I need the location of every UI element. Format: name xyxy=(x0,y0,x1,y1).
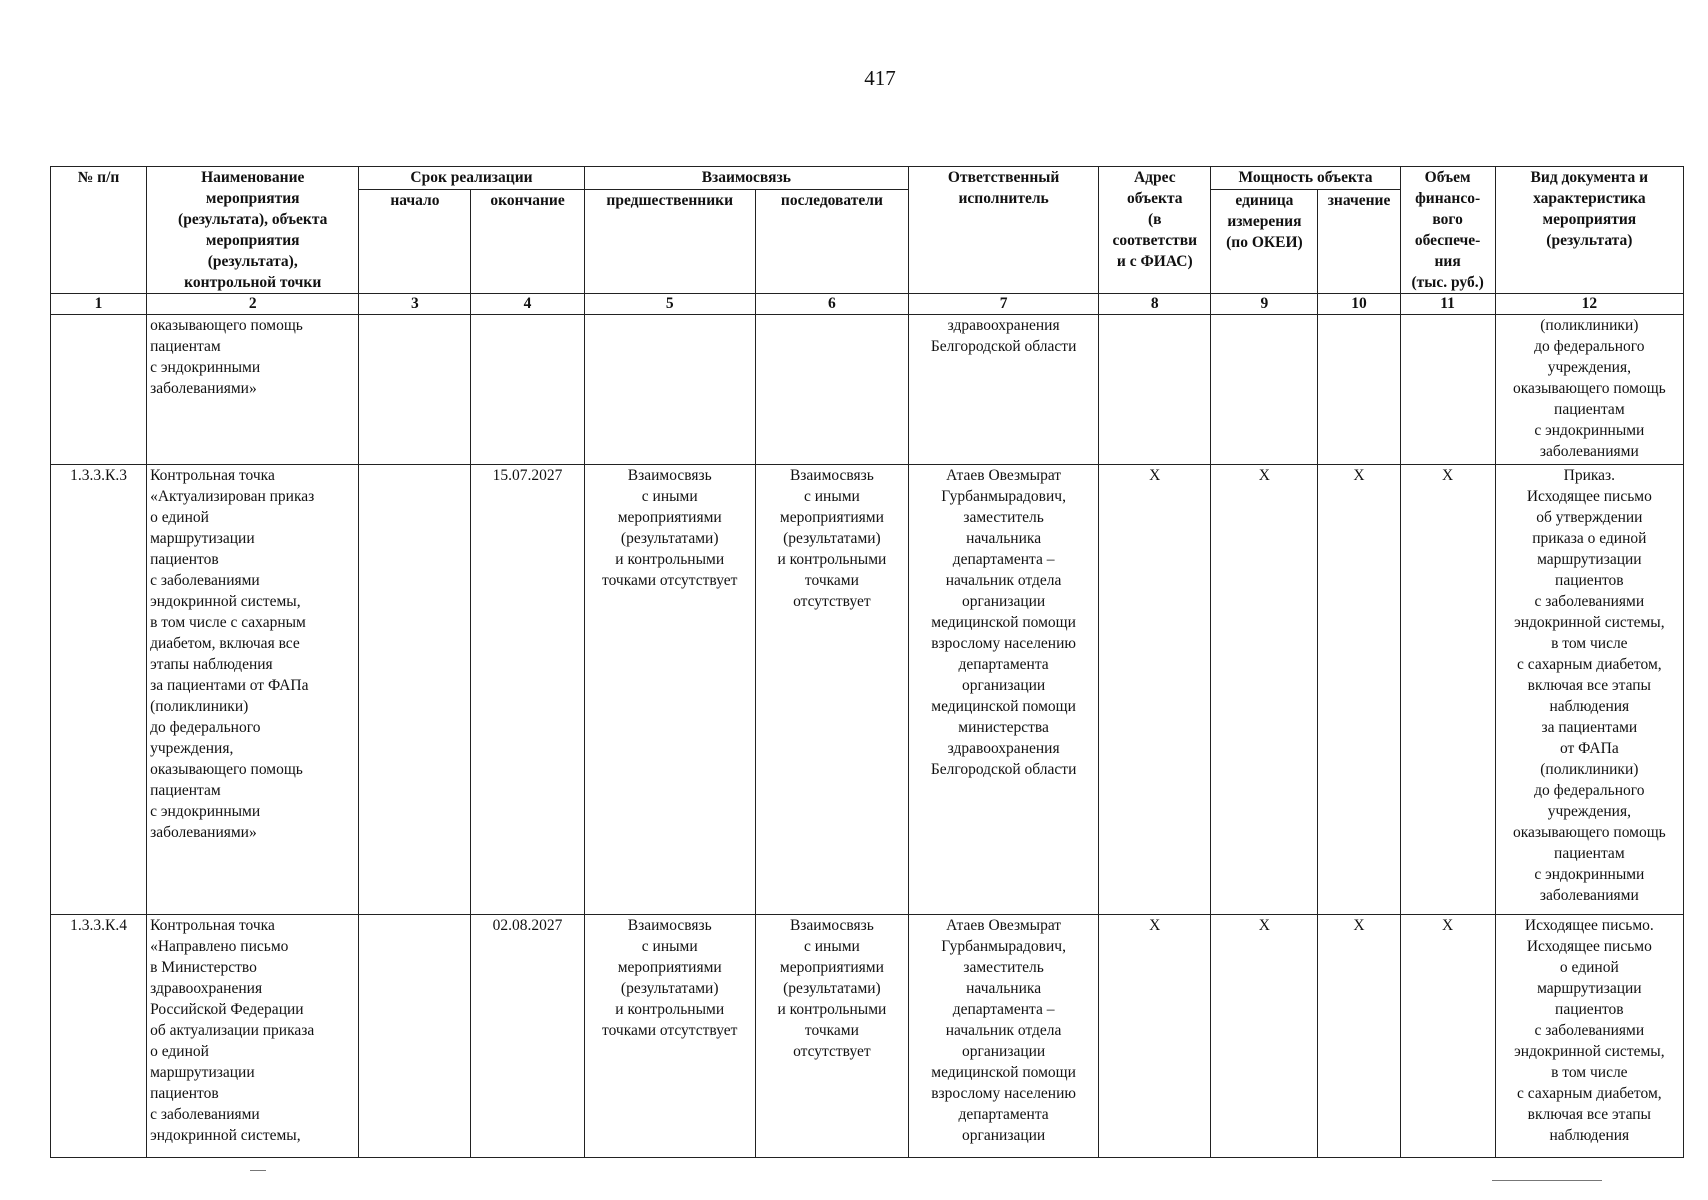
implementation-plan-table xyxy=(50,166,1684,1158)
column-number: 12 xyxy=(1495,294,1683,315)
column-number: 1 xyxy=(51,294,147,315)
header-link: Взаимосвязь xyxy=(584,167,908,190)
row-value: X xyxy=(1318,914,1400,1157)
row-end xyxy=(471,315,584,465)
column-number: 4 xyxy=(471,294,584,315)
header-capacity-unit: единица измерения (по ОКЕИ) xyxy=(1211,189,1318,293)
row-unit: X xyxy=(1211,465,1318,914)
row-prev xyxy=(584,315,755,465)
row-value: X xyxy=(1318,465,1400,914)
row-prev: Взаимосвязь с иными мероприятиями (результатами) и контрольными точками отсутствует xyxy=(584,465,755,914)
row-name: Контрольная точка «Направлено письмо в Министерство здравоохранения Российской Федерации об актуализации приказа о единой маршрутизации пациентов с заболеваниями эндокринной системы, xyxy=(147,914,359,1157)
header-address: Адрес объекта (в соответстви и с ФИАС) xyxy=(1099,167,1211,294)
row-doc: Исходящее письмо. Исходящее письмо о единой маршрутизации пациентов с заболеваниями эндокринной системы, в том числе с сахарным диабетом, включая все этапы наблюдения xyxy=(1495,914,1683,1157)
row-unit xyxy=(1211,315,1318,465)
row-executor: здравоохранения Белгородской области xyxy=(909,315,1099,465)
row-next: Взаимосвязь с иными мероприятиями (результатами) и контрольными точками отсутствует xyxy=(755,914,908,1157)
row-address: X xyxy=(1099,914,1211,1157)
row-funding: X xyxy=(1400,914,1495,1157)
header-term: Срок реализации xyxy=(359,167,584,190)
row-name: оказывающего помощь пациентам с эндокринными заболеваниями» xyxy=(147,315,359,465)
header-name: Наименование мероприятия (результата), объекта мероприятия (результата), контрольной точки xyxy=(147,167,359,294)
column-number: 10 xyxy=(1318,294,1400,315)
row-address: X xyxy=(1099,465,1211,914)
header-link-prev: предшественники xyxy=(584,189,755,293)
row-unit: X xyxy=(1211,914,1318,1157)
row-next xyxy=(755,315,908,465)
column-number: 5 xyxy=(584,294,755,315)
row-end: 15.07.2027 xyxy=(471,465,584,914)
column-number: 6 xyxy=(755,294,908,315)
header-num: № п/п xyxy=(51,167,147,294)
row-num xyxy=(51,315,147,465)
row-end: 02.08.2027 xyxy=(471,914,584,1157)
scan-mark xyxy=(250,1170,266,1171)
header-link-next: последователи xyxy=(755,189,908,293)
row-next: Взаимосвязь с иными мероприятиями (результатами) и контрольными точками отсутствует xyxy=(755,465,908,914)
row-address xyxy=(1099,315,1211,465)
row-start xyxy=(359,315,471,465)
header-term-end: окончание xyxy=(471,189,584,293)
header-term-start: начало xyxy=(359,189,471,293)
row-name: Контрольная точка «Актуализирован приказ о единой маршрутизации пациентов с заболеваниями эндокринной системы, в том числе с сахарным диабетом, включая все этапы наблюдения за пациентами от ФАПа (поликлиники) до федерального учреждения, оказывающего помощь пациентам с эндокринными заболеваниями» xyxy=(147,465,359,914)
row-executor: Атаев Овезмырат Гурбанмырадович, заместитель начальника департамента – начальник отдела организации медицинской помощи взрослому населению департамента организации медицинской помощи министерства здравоохранения Белгородской области xyxy=(909,465,1099,914)
row-value xyxy=(1318,315,1400,465)
row-num: 1.3.3.К.4 xyxy=(51,914,147,1157)
table-row-k3 xyxy=(51,465,1684,914)
header-capacity: Мощность объекта xyxy=(1211,167,1400,190)
row-funding xyxy=(1400,315,1495,465)
page-number: 417 xyxy=(864,66,896,90)
column-number: 3 xyxy=(359,294,471,315)
column-number: 7 xyxy=(909,294,1099,315)
header-executor: Ответственный исполнитель xyxy=(909,167,1099,294)
row-start xyxy=(359,465,471,914)
header-capacity-value: значение xyxy=(1318,189,1400,293)
table-row-k4 xyxy=(51,914,1684,1157)
row-executor: Атаев Овезмырат Гурбанмырадович, заместитель начальника департамента – начальник отдела организации медицинской помощи взрослому населению департамента организации xyxy=(909,914,1099,1157)
column-number: 8 xyxy=(1099,294,1211,315)
header-funding: Объем финансо- вого обеспече- ния (тыс. руб.) xyxy=(1400,167,1495,294)
row-doc: (поликлиники) до федерального учреждения, оказывающего помощь пациентам с эндокринными заболеваниями xyxy=(1495,315,1683,465)
header-doc: Вид документа и характеристика мероприятия (результата) xyxy=(1495,167,1683,294)
scan-mark xyxy=(1492,1180,1602,1181)
row-funding: X xyxy=(1400,465,1495,914)
column-number: 11 xyxy=(1400,294,1495,315)
column-number-row xyxy=(51,294,1684,315)
row-num: 1.3.3.К.3 xyxy=(51,465,147,914)
table-row-continuation xyxy=(51,315,1684,465)
row-prev: Взаимосвязь с иными мероприятиями (результатами) и контрольными точками отсутствует xyxy=(584,914,755,1157)
column-number: 2 xyxy=(147,294,359,315)
column-number: 9 xyxy=(1211,294,1318,315)
row-start xyxy=(359,914,471,1157)
row-doc: Приказ. Исходящее письмо об утверждении приказа о единой маршрутизации пациентов с заболеваниями эндокринной системы, в том числе с сахарным диабетом, включая все этапы наблюдения за пациентами от ФАПа (поликлиники) до федерального учреждения, оказывающего помощь пациентам с эндокринными заболеваниями xyxy=(1495,465,1683,914)
